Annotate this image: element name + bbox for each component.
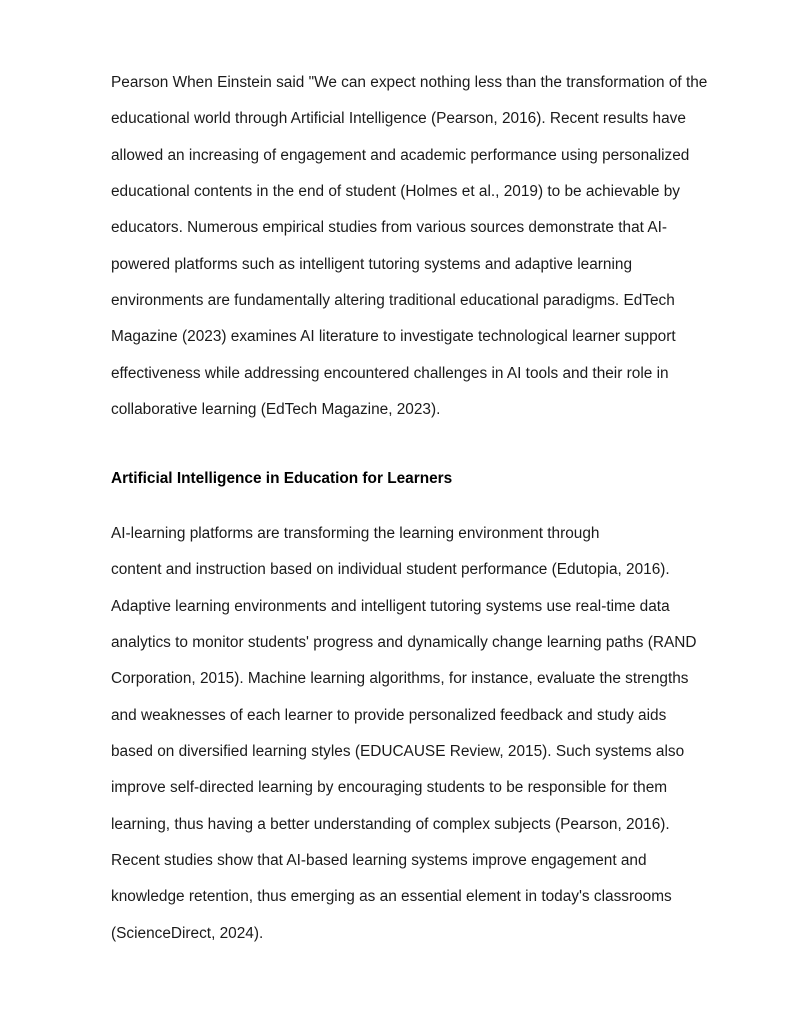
paragraph-line: allowed an increasing of engagement and academic performance using personalized (111, 147, 690, 164)
paragraph-line: Magazine (2023) examines AI literature to investigate technological learner support (111, 328, 676, 345)
paragraph-line: Adaptive learning environments and intelligent tutoring systems use real-time data (111, 598, 670, 615)
paragraph-line: effectiveness while addressing encountered challenges in AI tools and their role in (111, 365, 669, 382)
paragraph-line: and weaknesses of each learner to provide personalized feedback and study aids (111, 707, 667, 724)
paragraph-line: based on diversified learning styles (EDUCAUSE Review, 2015). Such systems also (111, 743, 685, 760)
paragraph-line: educators. Numerous empirical studies from various sources demonstrate that AI- (111, 219, 668, 236)
paragraph-line: educational contents in the end of student (Holmes et al., 2019) to be achievable by (111, 183, 680, 200)
paragraph-line: knowledge retention, thus emerging as an essential element in today's classrooms (111, 888, 672, 905)
paragraph-line: content and instruction based on individual student performance (Edutopia, 2016). (111, 561, 670, 578)
paragraph-line: learning, thus having a better understanding of complex subjects (Pearson, 2016). (111, 816, 670, 833)
section-heading: Artificial Intelligence in Education for Learners (111, 470, 453, 487)
paragraph-line: Corporation, 2015). Machine learning algorithms, for instance, evaluate the strengths (111, 670, 689, 687)
paragraph-line: analytics to monitor students' progress and dynamically change learning paths (RAND (111, 634, 697, 651)
paragraph-line: Recent studies show that AI-based learning systems improve engagement and (111, 852, 647, 869)
paragraph-line: Pearson When Einstein said "We can expect nothing less than the transformation of the (111, 74, 708, 91)
paragraph-line: educational world through Artificial Intelligence (Pearson, 2016). Recent results have (111, 110, 686, 127)
paragraph-line: powered platforms such as intelligent tutoring systems and adaptive learning (111, 256, 633, 273)
paragraph-line: AI-learning platforms are transforming the learning environment through (111, 525, 600, 542)
paragraph-line: collaborative learning (EdTech Magazine, 2023). (111, 401, 441, 418)
paragraph-line: environments are fundamentally altering traditional educational paradigms. EdTech (111, 292, 675, 309)
paragraph-line: (ScienceDirect, 2024). (111, 925, 264, 942)
paragraph-line: improve self-directed learning by encouraging students to be responsible for them (111, 779, 668, 796)
